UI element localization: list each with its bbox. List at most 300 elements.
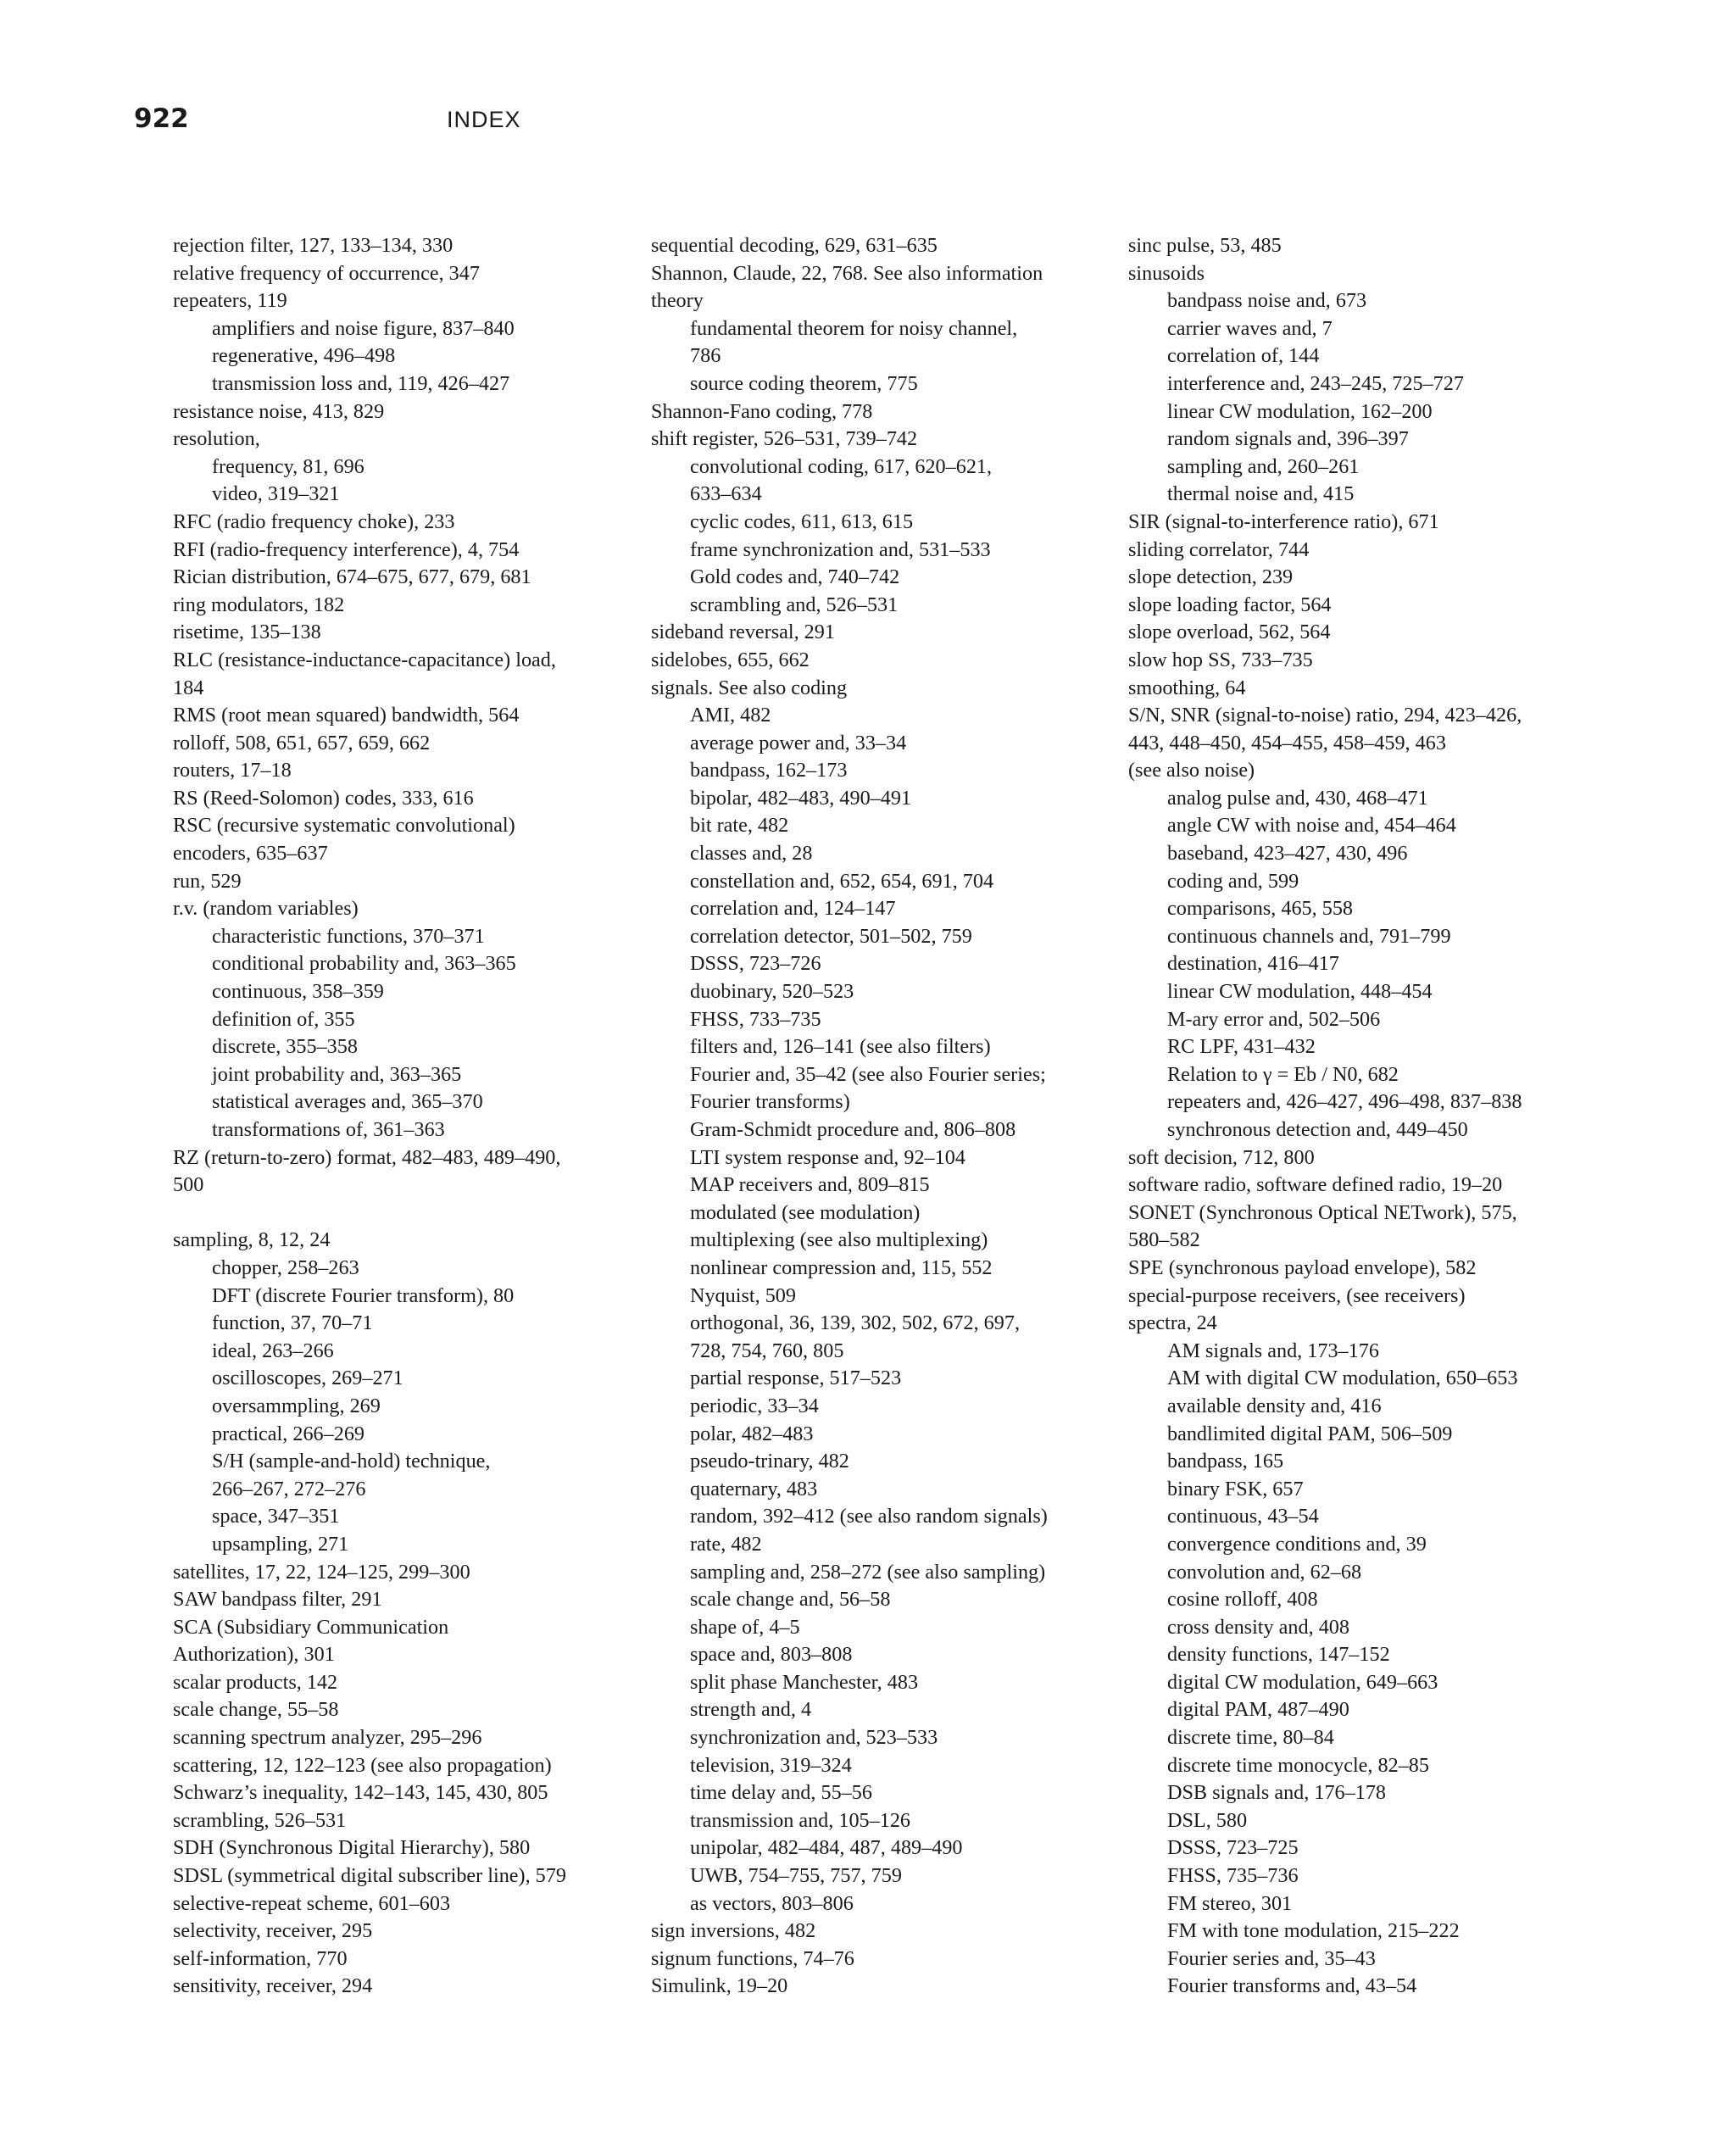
index-entry-line: constellation and, 652, 654, 691, 704 [690,869,994,893]
index-entry-line: duobinary, 520–523 [690,980,854,1004]
index-entry [1089,647,1564,675]
index-subentry [612,1365,1070,1393]
index-entry-line: amplifiers and noise figure, 837–840 [212,316,515,340]
index-entry [134,730,592,758]
index-subentry [1089,1586,1564,1614]
index-column-2 [612,232,1070,2001]
index-entry-line: linear CW modulation, 448–454 [1167,980,1433,1004]
index-entry-line: scanning spectrum analyzer, 295–296 [173,1726,482,1750]
index-entry-line: scale change and, 56–58 [690,1588,891,1612]
index-subentry [612,1144,1070,1172]
index-entry-line: S/N, SNR (signal-to-noise) ratio, 294, 423–426, [1128,704,1522,727]
index-subentry [612,564,1070,592]
index-entry-line: M-ary error and, 502–506 [1167,1007,1381,1031]
index-subentry [612,1890,1070,1918]
index-subentry [1089,1088,1564,1116]
index-subentry [1089,1338,1564,1366]
index-entry-line: chopper, 258–263 [212,1255,359,1279]
index-entry-line: 633–634 [690,482,762,506]
index-subentry [134,1255,592,1283]
index-entry-line: bit rate, 482 [690,814,789,838]
index-entry-line: RLC (resistance-inductance-capacitance) load, [173,648,556,671]
index-entry-line: encoders, 635–637 [173,842,328,866]
index-entry [1089,232,1564,260]
index-entry-line: DSSS, 723–726 [690,952,821,976]
index-subentry [612,1614,1070,1642]
index-entry-line: angle CW with noise and, 454–464 [1167,814,1456,838]
index-entry-line: S/H (sample-and-hold) technique, [212,1450,491,1473]
index-entry [1089,509,1564,537]
index-entry-line: frequency, 81, 696 [212,454,364,478]
index-entry-line: sampling and, 260–261 [1167,454,1360,478]
index-entry-line: bandpass, 165 [1167,1450,1284,1473]
index-subentry [612,1033,1070,1061]
index-entry-line: continuous, 43–54 [1167,1505,1319,1528]
index-subentry [1089,1061,1564,1089]
index-subentry [134,978,592,1006]
index-column-1 [134,232,592,2001]
index-subentry [134,923,592,951]
running-head: INDEX [447,107,521,132]
index-subentry [1089,1641,1564,1669]
index-subentry [612,1834,1070,1862]
index-entry [1089,1200,1564,1255]
index-entry-line: Nyquist, 509 [690,1283,796,1307]
index-entry-line: (see also noise) [1128,759,1255,782]
index-subentry [612,1283,1070,1311]
index-entry-line: SCA (Subsidiary Communication [173,1615,449,1639]
index-subentry [134,1310,592,1338]
index-subentry [612,592,1070,620]
index-entry-line: 728, 754, 760, 805 [690,1339,844,1362]
index-entry-line: discrete time monocycle, 82–85 [1167,1753,1429,1777]
index-entry-line: ideal, 263–266 [212,1339,334,1362]
index-entry [134,1807,592,1835]
index-subentry [612,1116,1070,1144]
index-entry [134,1559,592,1587]
index-subentry [1089,1365,1564,1393]
index-entry-line: 580–582 [1128,1228,1200,1252]
index-subentry [134,1116,592,1144]
index-entry-line: rate, 482 [690,1532,762,1556]
index-entry-line: transmission loss and, 119, 426–427 [212,371,510,395]
index-subentry [1089,1448,1564,1476]
index-entry-line: selectivity, receiver, 295 [173,1919,373,1943]
index-entry-line: space, 347–351 [212,1505,340,1528]
index-entry-line: space and, 803–808 [690,1643,853,1667]
index-entry-line: definition of, 355 [212,1007,355,1031]
index-entry [134,287,592,315]
index-entry-line: slope detection, 239 [1128,565,1294,589]
index-entry [612,398,1070,426]
index-entry-line: synchronous detection and, 449–450 [1167,1118,1468,1141]
index-entry-line: correlation and, 124–147 [690,897,896,921]
index-entry-line: repeaters and, 426–427, 496–498, 837–838 [1167,1090,1522,1114]
index-subentry [612,1448,1070,1476]
index-entry-line: oscilloscopes, 269–271 [212,1367,403,1390]
index-entry-line: AM with digital CW modulation, 650–653 [1167,1367,1518,1390]
index-entry [134,1227,592,1255]
index-entry-line: thermal noise and, 415 [1167,482,1355,506]
index-subentry [612,1476,1070,1504]
index-subentry [612,785,1070,813]
index-entry [134,260,592,288]
index-entry [134,1752,592,1780]
index-subentry [612,1807,1070,1835]
index-entry-line: scrambling, 526–531 [173,1808,347,1832]
index-entry [134,1779,592,1807]
index-subentry [612,978,1070,1006]
index-entry [1089,1144,1564,1172]
index-entry [1089,1255,1564,1283]
index-subentry [134,1283,592,1311]
index-entry-line: bandpass noise and, 673 [1167,289,1367,313]
index-entry-line: AMI, 482 [690,704,771,727]
index-entry [134,1918,592,1946]
index-entry-line: statistical averages and, 365–370 [212,1090,483,1114]
index-entry-line: repeaters, 119 [173,289,287,313]
index-subentry [1089,370,1564,398]
index-entry-line: Authorization), 301 [173,1643,335,1667]
index-entry-line: FHSS, 735–736 [1167,1864,1299,1888]
index-entry-line: periodic, 33–34 [690,1394,819,1417]
index-subentry [612,923,1070,951]
index-entry [612,232,1070,260]
index-subentry [1089,1503,1564,1531]
index-entry [612,1918,1070,1946]
index-entry-line: correlation of, 144 [1167,344,1320,368]
index-subentry [1089,1807,1564,1835]
index-subentry [134,1365,592,1393]
index-entry-line: slow hop SS, 733–735 [1128,648,1313,671]
index-entry-line: FHSS, 733–735 [690,1007,821,1031]
index-entry-line: analog pulse and, 430, 468–471 [1167,786,1428,810]
index-entry-line: frame synchronization and, 531–533 [690,537,991,561]
index-entry-line: sampling and, 258–272 (see also sampling) [690,1560,1046,1584]
index-subentry [134,481,592,509]
index-entry-line: ring modulators, 182 [173,593,345,616]
index-subentry [1089,342,1564,370]
index-subentry [1089,1531,1564,1559]
index-entry [1089,537,1564,565]
index-entry-line: risetime, 135–138 [173,621,321,644]
index-entry-line: SPE (synchronous payload envelope), 582 [1128,1255,1477,1279]
index-entry-line: multiplexing (see also multiplexing) [690,1228,988,1252]
index-entry-line: 184 [173,676,204,699]
index-entry-line: RMS (root mean squared) bandwidth, 564 [173,704,520,727]
index-entry [1089,1283,1564,1311]
index-entry [612,619,1070,647]
index-subentry [1089,950,1564,978]
index-subentry [612,1393,1070,1421]
index-entry-line: bipolar, 482–483, 490–491 [690,786,912,810]
index-subentry [612,1531,1070,1559]
index-entry-line: DSSS, 723–725 [1167,1836,1299,1860]
index-subentry [612,1696,1070,1724]
index-subentry [1089,1006,1564,1034]
index-subentry [612,1200,1070,1228]
index-entry-line: run, 529 [173,869,242,893]
index-entry [612,426,1070,454]
index-entry-line: discrete, 355–358 [212,1035,358,1059]
index-entry-line: source coding theorem, 775 [690,371,918,395]
index-entry-line: pseudo-trinary, 482 [690,1450,849,1473]
index-entry-line: cross density and, 408 [1167,1615,1349,1639]
index-entry-line: FM with tone modulation, 215–222 [1167,1919,1460,1943]
index-subentry [1089,1946,1564,1974]
index-subentry [1089,895,1564,923]
index-entry-line: Relation to γ = Eb / N0, 682 [1167,1062,1399,1086]
index-subentry [1089,785,1564,813]
index-subentry [1089,1890,1564,1918]
index-entry-line: scattering, 12, 122–123 (see also propagation) [173,1753,552,1777]
index-entry [1089,1310,1564,1338]
index-entry [612,675,1070,703]
index-subentry [1089,1559,1564,1587]
index-subentry [1089,840,1564,868]
index-entry-line: soft decision, 712, 800 [1128,1145,1315,1169]
index-entry-line: function, 37, 70–71 [212,1311,373,1335]
index-entry-line: Fourier and, 35–42 (see also Fourier series; [690,1062,1046,1086]
index-entry-line: transmission and, 105–126 [690,1808,911,1832]
index-subentry [1089,426,1564,454]
index-entry-line: digital PAM, 487–490 [1167,1698,1349,1722]
index-subentry [612,840,1070,868]
index-entry-line: quaternary, 483 [690,1477,818,1500]
index-entry-line: 786 [690,344,721,368]
index-entry [134,537,592,565]
index-subentry [1089,1834,1564,1862]
index-entry-line: sign inversions, 482 [651,1919,816,1943]
index-entry [134,1614,592,1669]
index-subentry [612,537,1070,565]
index-entry-line: rolloff, 508, 651, 657, 659, 662 [173,731,431,754]
index-entry [134,564,592,592]
index-entry-line: bandlimited digital PAM, 506–509 [1167,1422,1453,1445]
index-entry-line: RC LPF, 431–432 [1167,1035,1316,1059]
index-subentry [134,1033,592,1061]
index-entry-line: software radio, software defined radio, 19–20 [1128,1173,1503,1197]
index-entry-line: random, 392–412 (see also random signals) [690,1505,1048,1528]
index-entry-line: bandpass, 162–173 [690,759,848,782]
index-subentry [1089,1614,1564,1642]
index-subentry [134,1338,592,1366]
index-entry-line: convolution and, 62–68 [1167,1560,1362,1584]
index-entry [1089,675,1564,703]
index-entry-line: self-information, 770 [173,1946,348,1970]
index-subentry [134,950,592,978]
index-entry-line: RFC (radio frequency choke), 233 [173,509,455,533]
index-entry-line: oversammpling, 269 [212,1394,381,1417]
index-entry-line: polar, 482–483 [690,1422,814,1445]
index-entry-line: selective-repeat scheme, 601–603 [173,1891,451,1915]
index-entry-line: characteristic functions, 370–371 [212,924,485,948]
index-entry-line: video, 319–321 [212,482,340,506]
index-entry-line: coding and, 599 [1167,869,1299,893]
index-entry-line: density functions, 147–152 [1167,1643,1390,1667]
index-entry-line: destination, 416–417 [1167,952,1339,976]
index-entry-line: SAW bandpass filter, 291 [173,1588,382,1612]
index-entry-line: continuous, 358–359 [212,980,384,1004]
index-subentry [134,1006,592,1034]
index-entry-line: practical, 266–269 [212,1422,365,1445]
index-entry-line: r.v. (random variables) [173,897,359,921]
index-entry [134,232,592,260]
index-subentry [612,1255,1070,1283]
index-entry-line: AM signals and, 173–176 [1167,1339,1379,1362]
index-entry [134,1696,592,1724]
index-entry-line: classes and, 28 [690,842,813,866]
index-entry [134,757,592,785]
index-subentry [612,1227,1070,1255]
index-entry-line: scalar products, 142 [173,1670,338,1694]
index-entry-line: nonlinear compression and, 115, 552 [690,1255,993,1279]
index-entry-line: signals. See also coding [651,676,848,699]
index-entry-line: conditional probability and, 363–365 [212,952,516,976]
index-entry-line: SIR (signal-to-interference ratio), 671 [1128,509,1439,533]
index-entry-line: Fourier transforms and, 43–54 [1167,1974,1417,1998]
index-subentry [612,1061,1070,1116]
index-subentry [134,315,592,343]
index-subentry [1089,287,1564,315]
index-entry-line: SONET (Synchronous Optical NETwork), 575, [1128,1200,1517,1224]
index-entry-line: sinc pulse, 53, 485 [1128,234,1282,257]
index-entry-line: random signals and, 396–397 [1167,427,1409,451]
index-entry [1089,619,1564,647]
index-subentry [612,315,1070,370]
index-entry-line: shift register, 526–531, 739–742 [651,427,918,451]
index-entry-line: 500 [173,1173,204,1197]
index-entry-line: split phase Manchester, 483 [690,1670,919,1694]
index-subentry [612,868,1070,896]
index-subentry [134,1448,592,1503]
index-entry [134,812,592,867]
index-entry-line: Shannon-Fano coding, 778 [651,399,873,423]
index-entry-line: comparisons, 465, 558 [1167,897,1354,921]
index-entry-line: SDH (Synchronous Digital Hierarchy), 580 [173,1836,531,1860]
index-entry-line: shape of, 4–5 [690,1615,800,1639]
index-entry-line: transformations of, 361–363 [212,1118,445,1141]
index-entry-line: interference and, 243–245, 725–727 [1167,371,1464,395]
index-entry-line: resolution, [173,427,260,451]
index-entry-line: sensitivity, receiver, 294 [173,1974,373,1998]
index-subentry [612,370,1070,398]
index-subentry [612,950,1070,978]
index-entry-line: Shannon, Claude, 22, 768. See also information [651,261,1043,285]
index-subentry [1089,1696,1564,1724]
index-entry-line: Gold codes and, 740–742 [690,565,900,589]
index-entry-line: unipolar, 482–484, 487, 489–490 [690,1836,963,1860]
index-entry [134,895,592,923]
index-entry-line: carrier waves and, 7 [1167,316,1333,340]
index-entry [134,1586,592,1614]
index-entry-line: sequential decoding, 629, 631–635 [651,234,938,257]
index-subentry [1089,1973,1564,2001]
index-entry [1089,260,1564,288]
index-entry [134,1973,592,2001]
index-entry-line: modulated (see modulation) [690,1200,921,1224]
index-entry [612,1973,1070,2001]
index-entry-line: upsampling, 271 [212,1532,349,1556]
index-entry [134,1144,592,1200]
index-subentry [134,1393,592,1421]
index-entry-line: available density and, 416 [1167,1394,1382,1417]
index-entry [134,509,592,537]
index-entry-line: scale change, 55–58 [173,1698,339,1722]
index-subentry [1089,978,1564,1006]
index-entry-line: RSC (recursive systematic convolutional) [173,814,515,838]
index-subentry [1089,1669,1564,1697]
index-entry [134,398,592,426]
index-subentry [1089,1393,1564,1421]
index-entry-line: digital CW modulation, 649–663 [1167,1670,1438,1694]
index-entry-line: Gram-Schmidt procedure and, 806–808 [690,1118,1016,1141]
index-subentry [612,1862,1070,1890]
index-entry [134,1669,592,1697]
index-subentry [134,370,592,398]
index-subentry [612,757,1070,785]
index-entry-line: theory [651,289,704,313]
index-subentry [1089,1476,1564,1504]
index-entry-line: cosine rolloff, 408 [1167,1588,1318,1612]
index-entry-line: routers, 17–18 [173,759,292,782]
index-entry [134,1862,592,1890]
index-column-3 [1089,232,1564,2001]
index-subentry [134,342,592,370]
index-entry [134,702,592,730]
index-entry-line: convergence conditions and, 39 [1167,1532,1427,1556]
index-entry-line: time delay and, 55–56 [690,1781,872,1805]
index-entry-line: sampling, 8, 12, 24 [173,1228,331,1252]
index-subentry [134,1088,592,1116]
index-entry-line: strength and, 4 [690,1698,812,1722]
index-entry [134,1890,592,1918]
index-subentry [612,1503,1070,1531]
index-subentry [612,1421,1070,1449]
index-entry [1089,564,1564,592]
index-subentry [1089,1862,1564,1890]
index-entry-line: smoothing, 64 [1128,676,1246,699]
index-entry-line: Fourier series and, 35–43 [1167,1946,1376,1970]
index-subentry [612,1006,1070,1034]
index-entry-line: MAP receivers and, 809–815 [690,1173,930,1197]
index-entry-line: television, 319–324 [690,1753,852,1777]
index-subentry [1089,315,1564,343]
index-entry-line: slope loading factor, 564 [1128,593,1332,616]
index-entry-line: linear CW modulation, 162–200 [1167,399,1433,423]
index-entry-line: Fourier transforms) [690,1090,850,1114]
index-entry-line: partial response, 517–523 [690,1367,902,1390]
index-entry-line: Simulink, 19–20 [651,1974,788,1998]
index-entry-line: RZ (return-to-zero) format, 482–483, 489–490, [173,1145,561,1169]
index-entry-line: fundamental theorem for noisy channel, [690,316,1018,340]
index-entry-line: as vectors, 803–806 [690,1891,854,1915]
index-subentry [612,812,1070,840]
index-subentry [1089,1752,1564,1780]
index-entry-line: satellites, 17, 22, 124–125, 299–300 [173,1560,470,1584]
index-entry-line: cyclic codes, 611, 613, 615 [690,509,914,533]
index-entry-line: Schwarz’s inequality, 142–143, 145, 430, 805 [173,1781,548,1805]
index-entry-line: DSL, 580 [1167,1808,1248,1832]
index-entry-line: synchronization and, 523–533 [690,1726,938,1750]
index-entry-line: FM stereo, 301 [1167,1891,1293,1915]
index-entry [134,619,592,647]
index-entry [612,1946,1070,1974]
index-entry-line: sinusoids [1128,261,1205,285]
index-entry-line: rejection filter, 127, 133–134, 330 [173,234,453,257]
index-entry-line: average power and, 33–34 [690,731,907,754]
index-subentry [612,1559,1070,1587]
